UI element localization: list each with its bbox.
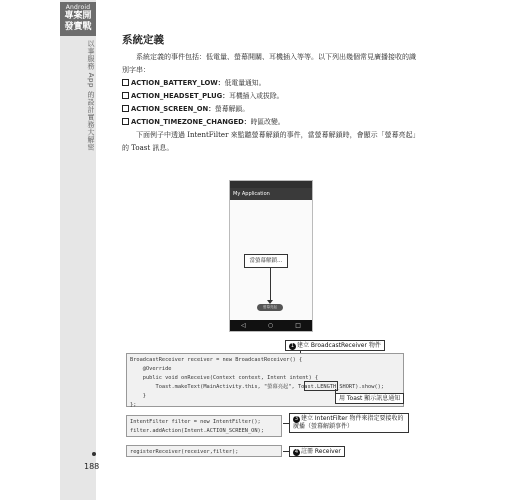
book-tag-zh-line1: 專案開 [64,11,92,21]
code-line: }; [130,402,137,408]
code-line: registerReceiver(receiver,filter); [130,449,239,455]
book-tag-zh-line2: 發實戰 [64,22,92,32]
toast-annotation: 當螢幕解鎖… [244,254,288,268]
phone-screenshot [229,180,313,332]
item-desc: 螢幕解鎖。 [215,105,250,113]
code-line: filter.addAction(Intent.ACTION_SCREEN_ON); [130,428,264,434]
checkbox-bullet-icon [122,105,129,112]
item-name: ACTION_BATTERY_LOW： [131,79,225,87]
page-number: 188 [84,462,100,471]
number-badge: 4 [294,449,299,455]
list-item [122,77,422,90]
book-tag-en: Android [65,4,91,11]
item-name: ACTION_TIMEZONE_CHANGED： [131,118,251,126]
callout-1-text: 建立 BroadcastReceiver 物件 [297,342,381,349]
callout-3-text: 建立 IntentFilter 物件來指定要接收的廣播（螢幕解鎖事件） [293,415,404,430]
intro-paragraph: 系統定義的事件包括：低電量、螢幕開關、耳機插入等等。以下列出幾個常見廣播接收的識別字串： [122,53,416,74]
book-tag [60,2,96,36]
main-content [122,34,422,155]
checkbox-bullet-icon [122,79,129,86]
item-desc: 時區改變。 [250,118,285,126]
code-line: IntentFilter filter = new IntentFilter(); [130,419,261,425]
recent-apps-icon: □ [295,322,301,329]
checkbox-bullet-icon [122,92,129,99]
callout-toast: 用 Toast 顯示訊息通知 [335,393,404,404]
code-line: @Override [130,366,172,372]
android-nav-bar [230,320,312,331]
home-icon: ○ [267,322,274,329]
status-bar [230,181,312,188]
list-item [122,103,422,116]
callout-3 [289,413,409,433]
spine-vertical-text: 以事服務 App 的設計實務大解密 [87,40,95,151]
code-line: BroadcastReceiver receiver = new BroadcastReceiver() { [130,357,303,363]
list-item [122,90,422,103]
app-bar-title: My Application [230,188,312,200]
arrow-line [270,267,271,301]
item-name: ACTION_SCREEN_ON： [131,105,216,113]
code-line: Toast.makeText(MainActivity.this, "螢幕亮起", Toast.LENGTH_SHORT).show(); [130,384,384,390]
callout-4-text: 註冊 Receiver [301,448,341,455]
code-block-register [126,445,282,457]
code-line: public void onReceive(Context context, Intent intent) { [130,375,319,381]
item-desc: 低電量通知。 [224,79,266,87]
number-badge: 3 [294,416,299,422]
item-name: ACTION_HEADSET_PLUG： [131,92,230,100]
number-badge: 1 [290,343,295,349]
example-paragraph: 下面例子中透過 IntentFilter 來監聽螢幕解鎖的事件，當螢幕解鎖時，會顯示「螢幕亮起」的 Toast 訊息。 [122,131,420,152]
toast-chip: 螢幕亮起 [257,304,283,311]
page-marker-dot [92,452,96,456]
highlight-box [304,381,338,391]
back-icon: ◁ [241,322,246,329]
callout-4 [289,446,345,457]
list-item [122,116,422,129]
code-block-filter [126,415,282,437]
checkbox-bullet-icon [122,118,129,125]
phone-body [230,200,312,318]
item-desc: 耳機插入或拔除。 [229,92,284,100]
section-title: 系統定義 [122,34,164,46]
code-line: } [130,393,146,399]
